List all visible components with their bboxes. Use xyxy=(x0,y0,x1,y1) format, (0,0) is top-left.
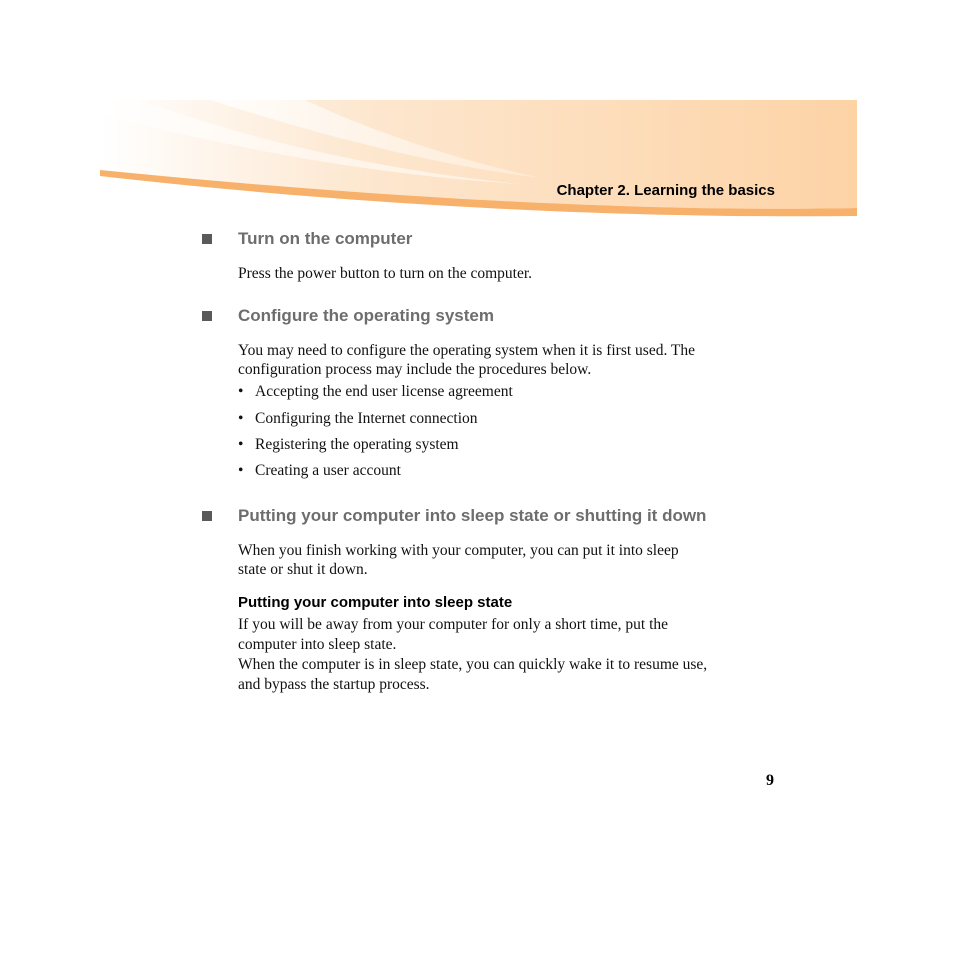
list-item-text: Registering the operating system xyxy=(255,436,459,453)
section-heading-text: Configure the operating system xyxy=(238,306,494,325)
list-item-text: Configuring the Internet connection xyxy=(255,410,478,427)
body-line: When the computer is in sleep state, you can quickly wake it to resume use, xyxy=(238,656,708,673)
section-heading-text: Putting your computer into sleep state or shutting it down xyxy=(238,506,707,525)
bullet-dot-icon: • xyxy=(238,410,244,427)
list-item-text: Accepting the end user license agreement xyxy=(255,383,513,400)
body-paragraph: Press the power button to turn on the computer. xyxy=(238,265,533,282)
bullet-dot-icon: • xyxy=(238,383,244,400)
list-item xyxy=(238,436,459,454)
sleep-state-body xyxy=(238,615,783,695)
list-item xyxy=(238,462,401,480)
body-line: When you finish working with your computer, you can put it into sleep xyxy=(238,542,679,559)
list-item-text: Creating a user account xyxy=(255,462,401,479)
body-line: You may need to configure the operating system when it is first used. The xyxy=(238,342,696,359)
square-bullet-icon xyxy=(202,234,212,244)
body-line: configuration process may include the procedures below. xyxy=(238,361,592,378)
body-line: and bypass the startup process. xyxy=(238,676,430,693)
square-bullet-icon xyxy=(202,511,212,521)
body-line: computer into sleep state. xyxy=(238,636,397,653)
page-number: 9 xyxy=(766,772,774,789)
chapter-title: Chapter 2. Learning the basics xyxy=(556,182,775,199)
body-line: state or shut it down. xyxy=(238,561,368,578)
section-body xyxy=(238,341,783,379)
section-body xyxy=(238,264,783,283)
bullet-dot-icon: • xyxy=(238,436,244,453)
subheading-sleep-state: Putting your computer into sleep state xyxy=(238,594,513,611)
section-body xyxy=(238,541,783,579)
bullet-dot-icon: • xyxy=(238,462,244,479)
list-item xyxy=(238,383,513,401)
square-bullet-icon xyxy=(202,311,212,321)
body-line: If you will be away from your computer for only a short time, put the xyxy=(238,616,669,633)
header-banner xyxy=(100,100,857,218)
list-item xyxy=(238,410,478,428)
section-heading-text: Turn on the computer xyxy=(238,229,413,248)
